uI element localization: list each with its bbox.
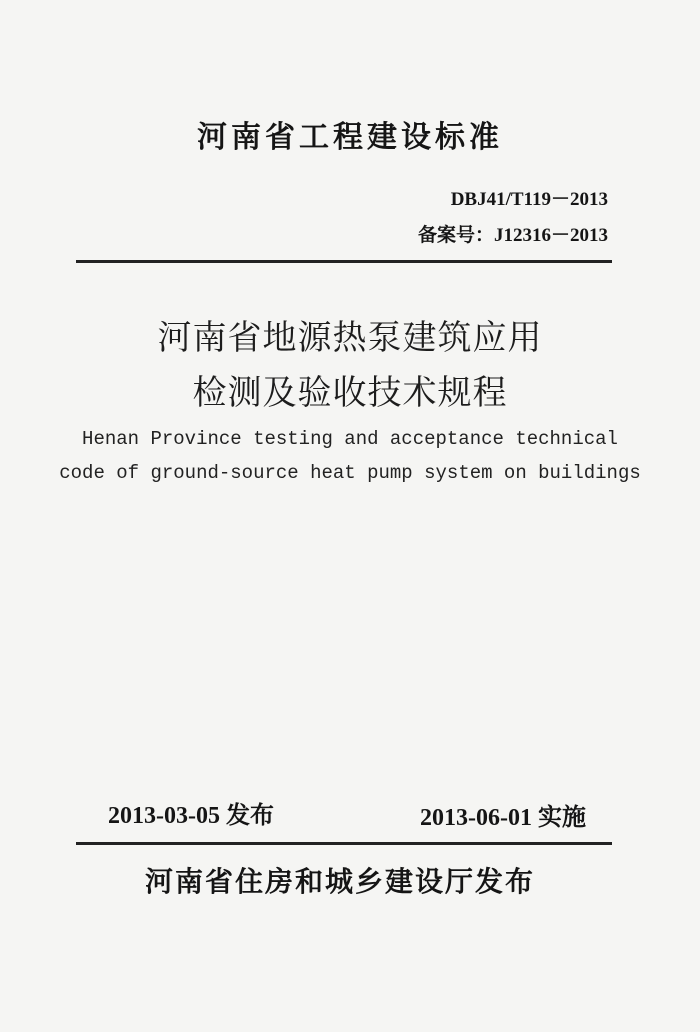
issue-date: 2013-03-05 发布 bbox=[108, 803, 274, 829]
publisher: 河南省住房和城乡建设厅发布 bbox=[144, 865, 535, 898]
chinese-title-line-2: 检测及验收技术规程 bbox=[192, 373, 508, 413]
effective-date: 2013-06-01 实施 bbox=[420, 805, 586, 831]
bottom-divider bbox=[76, 842, 612, 845]
record-number: 备案号：J12316－2013 bbox=[417, 225, 608, 246]
chinese-title-line-1: 河南省地源热泵建筑应用 bbox=[157, 318, 543, 358]
standard-number: DBJ41/T119－2013 bbox=[450, 189, 608, 210]
english-title-line-2: code of ground-source heat pump system on buildings bbox=[59, 462, 641, 484]
english-title-line-1: Henan Province testing and acceptance technical bbox=[82, 428, 618, 450]
top-divider bbox=[76, 260, 612, 263]
series-title: 河南省工程建设标准 bbox=[197, 120, 503, 155]
